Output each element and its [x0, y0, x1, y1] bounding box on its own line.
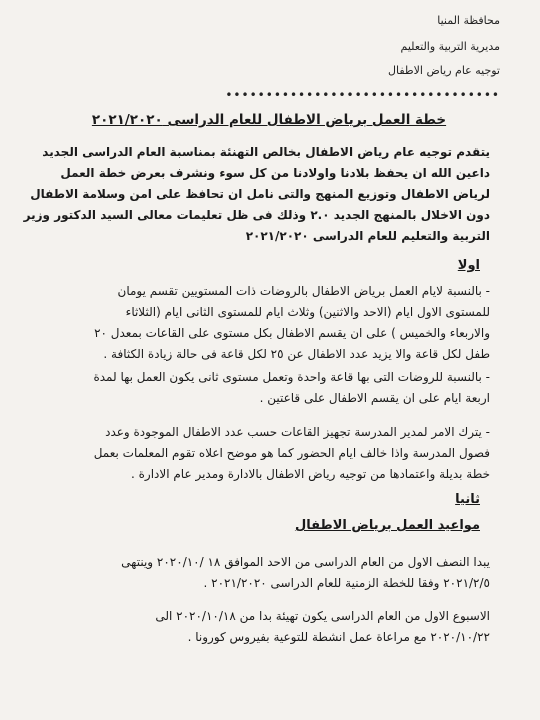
text-line: ٢٠٢١/٢/٥ وفقا للخطة الزمنية للعام الدراسى ٢٠٢١/٢٠٢٠ . — [203, 576, 490, 590]
governorate-line: محافظة المنيا — [437, 14, 500, 27]
text-line: فصول المدرسة واذا خالف ايام الحضور كما هو موضح اعلاه تقوم المعلمات بعمل — [93, 446, 490, 460]
text-line: - بالنسبة لايام العمل برياض الاطفال بالروضات ذات المستويين تقسم يومان — [117, 284, 490, 298]
text-line: الاسبوع الاول من العام الدراسى يكون تهيئة بدا من ٢٠٢٠/١٠/١٨ الى — [155, 609, 490, 623]
text-line: خطة بديلة واعتمادها من توجيه رياض الاطفال بالادارة ومدير عام الادارة . — [131, 467, 490, 481]
text-line: ٢٠٢٠/١٠/٢٢ مع مراعاة عمل انشطة للتوعية بفيروس كورونا . — [187, 630, 490, 644]
text-line: - بالنسبة للروضات التى بها قاعة واحدة وتعمل مستوى ثانى يكون العمل بها لمدة — [93, 370, 490, 384]
text-line: اربعة ايام على ان يقسم الاطفال على قاعتين . — [259, 391, 490, 405]
section-two-heading: ثانيا — [455, 492, 480, 507]
text-line: طفل لكل قاعة والا يزيد عدد الاطفال عن ٢٥ لكل قاعة فى حالة زيادة الكثافة . — [103, 347, 490, 361]
intro-line: لرياض الاطفال وتوزيع المنهج والتى نامل ان تحافظ على امن وسلامة الاطفال — [30, 187, 490, 201]
work-schedule-heading: مواعيد العمل برياض الاطفال — [294, 518, 480, 533]
document-title: خطة العمل برياض الاطفال للعام الدراسى ٢٠٢١/٢٠٢٠ — [91, 112, 447, 128]
intro-line: التربية والتعليم للعام الدراسى ٢٠٢١/٢٠٢٠ — [245, 229, 490, 243]
directorate-line: مديرية التربية والتعليم — [400, 40, 500, 53]
section-one-paragraph-2 — [50, 367, 490, 409]
section-two-paragraph-2 — [50, 606, 490, 648]
intro-line: دون الاخلال بالمنهج الجديد ٢.٠ وذلك فى ظل تعليمات معالى السيد الدكتور وزير — [23, 208, 490, 222]
section-one-paragraph-3 — [50, 422, 490, 485]
supervision-line: توجيه عام رياض الاطفال — [388, 64, 500, 77]
intro-line: يتقدم توجيه عام رياض الاطفال بخالص التهنئة بمناسبة العام الدراسى الجديد — [42, 145, 490, 159]
text-line: للمستوى الاول ايام (الاحد والاثنين) وثلاث ايام للمستوى الثانى ايام (الثلاثاء — [125, 305, 490, 319]
section-two-paragraph-1 — [50, 552, 490, 594]
text-line: والاربعاء والخميس ) على ان يقسم الاطفال بكل مستوى على القاعات بمعدل ٢٠ — [94, 326, 490, 340]
dotted-separator: •••••••••••••••••••••••••••••••••• — [225, 88, 500, 102]
section-one-heading: اولا — [457, 258, 480, 273]
text-line: يبدا النصف الاول من العام الدراسى من الاحد الموافق ١٨ /٢٠٢٠/١٠ وينتهى — [121, 555, 490, 569]
intro-line: داعين الله ان يحفظ بلادنا واولادنا من كل سوء ونشرف بعرض خطة العمل — [60, 166, 490, 180]
section-one-paragraph-1 — [50, 281, 490, 365]
text-line: - يترك الامر لمدير المدرسة تجهيز القاعات حسب عدد الاطفال الموجودة وعدد — [105, 425, 490, 439]
intro-paragraph — [23, 142, 490, 247]
